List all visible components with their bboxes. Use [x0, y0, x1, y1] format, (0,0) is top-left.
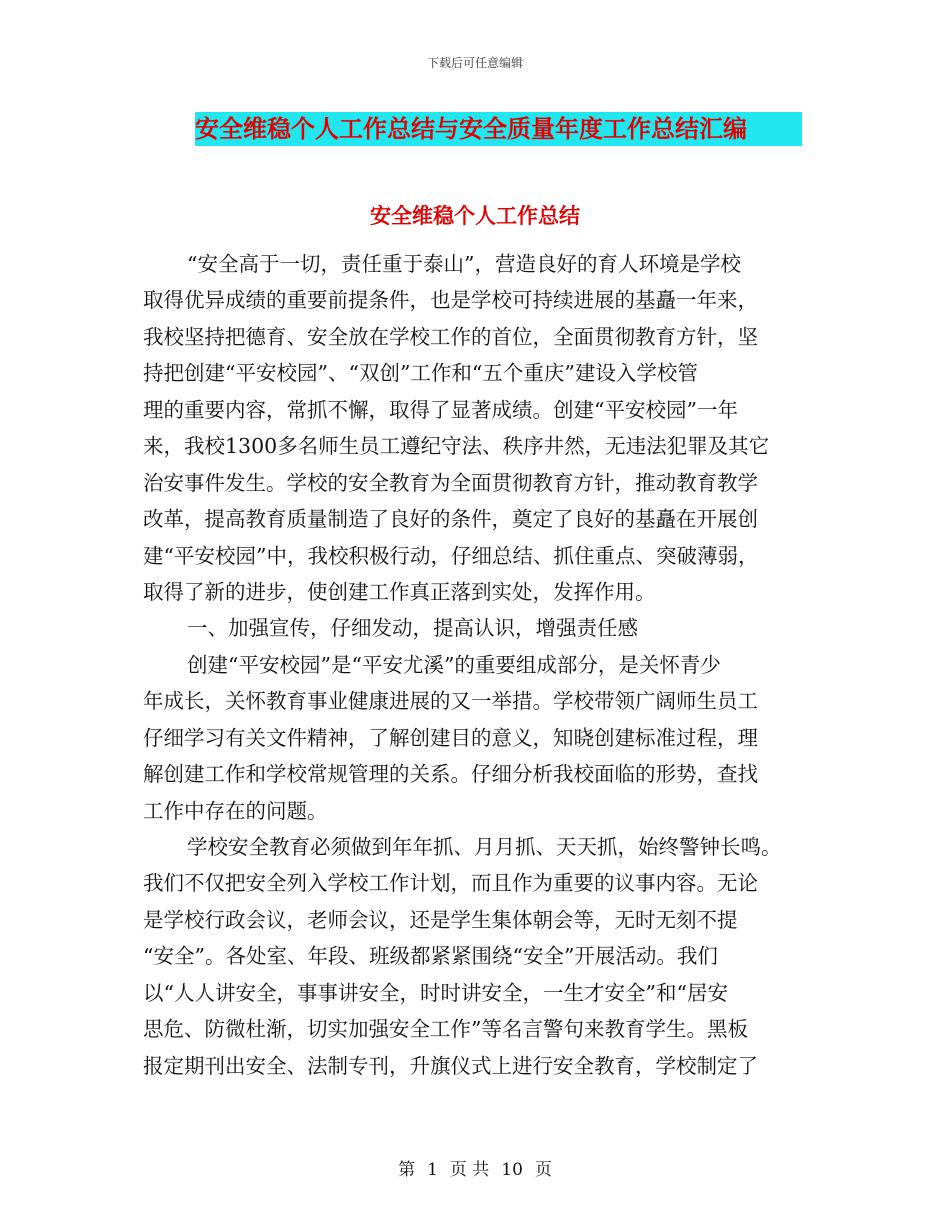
footer-middle: 页 共	[449, 1160, 490, 1180]
main-title: 安全维稳个人工作总结与安全质量年度工作总结汇编	[195, 112, 802, 146]
page-footer	[0, 1155, 950, 1180]
text-line: 改革，提高教育质量制造了良好的条件，奠定了良好的基矗在开展创	[143, 507, 758, 532]
footer-suffix: 页	[534, 1160, 552, 1180]
text-line: 来，我校1300多名师生员工遵纪守法、秩序井然，无违法犯罪及其它	[143, 434, 770, 459]
text-line: 我校坚持把德育、安全放在学校工作的首位，全面贯彻教育方针，坚	[143, 324, 758, 349]
section-heading: 一、加强宣传，仔细发动，提高认识，增强责任感	[187, 616, 638, 641]
text-line: 治安事件发生。学校的安全教育为全面贯彻教育方针，推动教育教学	[143, 470, 758, 495]
header-note: 下载后可任意编辑	[426, 56, 523, 70]
text-line: 取得了新的进步，使创建工作真正落到实处，发挥作用。	[143, 579, 656, 604]
text-line: 学校安全教育必须做到年年抓、月月抓、天天抓，始终警钟长鸣。	[187, 835, 782, 859]
text-line: 仔细学习有关文件精神，了解创建目的意义，知晓创建标准过程，理	[143, 725, 758, 750]
body-text	[143, 246, 807, 1084]
text-line: 理的重要内容，常抓不懈，取得了显著成绩。创建“平安校园”一年	[143, 397, 738, 422]
text-line: 以“人人讲安全，事事讲安全，时时讲安全，一生才安全”和“居安	[143, 980, 728, 1005]
section-title: 安全维稳个人工作总结	[370, 204, 580, 228]
text-line: 思危、防微杜渐，切实加强安全工作”等名言警句来教育学生。黑板	[143, 1017, 748, 1042]
text-line: “安全高于一切，责任重于泰山”，营造良好的育人环境是学校	[187, 252, 741, 276]
text-line: 取得优异成绩的重要前提条件，也是学校可持续进展的基矗一年来，	[143, 288, 758, 313]
text-line: 创建“平安校园”是“平安尤溪”的重要组成部分，是关怀青少	[187, 652, 721, 677]
page-number: 1	[427, 1160, 438, 1180]
text-line: 解创建工作和学校常规管理的关系。仔细分析我校面临的形势，查找	[143, 762, 758, 787]
text-line: 工作中存在的问题。	[143, 798, 328, 823]
text-line: 我们不仅把安全列入学校工作计划，而且作为重要的议事内容。无论	[143, 871, 758, 896]
text-line: 年成长，关怀教育事业健康进展的又一举措。学校带领广阔师生员工	[143, 689, 758, 714]
text-line: 持把创建“平安校园”、“双创”工作和“五个重庆”建设入学校管	[143, 361, 698, 386]
text-line: 建“平安校园”中，我校积极行动，仔细总结、抓住重点、突破薄弱，	[143, 543, 759, 568]
footer-prefix: 第	[398, 1160, 416, 1180]
text-line: 是学校行政会议，老师会议，还是学生集体朝会等，无时无刻不提	[143, 907, 738, 932]
text-line: “安全”。各处室、年段、班级都紧紧围绕“安全”开展活动。我们	[143, 944, 718, 969]
text-line: 报定期刊出安全、法制专刊，升旗仪式上进行安全教育，学校制定了	[143, 1053, 758, 1078]
page-total: 10	[501, 1160, 523, 1180]
